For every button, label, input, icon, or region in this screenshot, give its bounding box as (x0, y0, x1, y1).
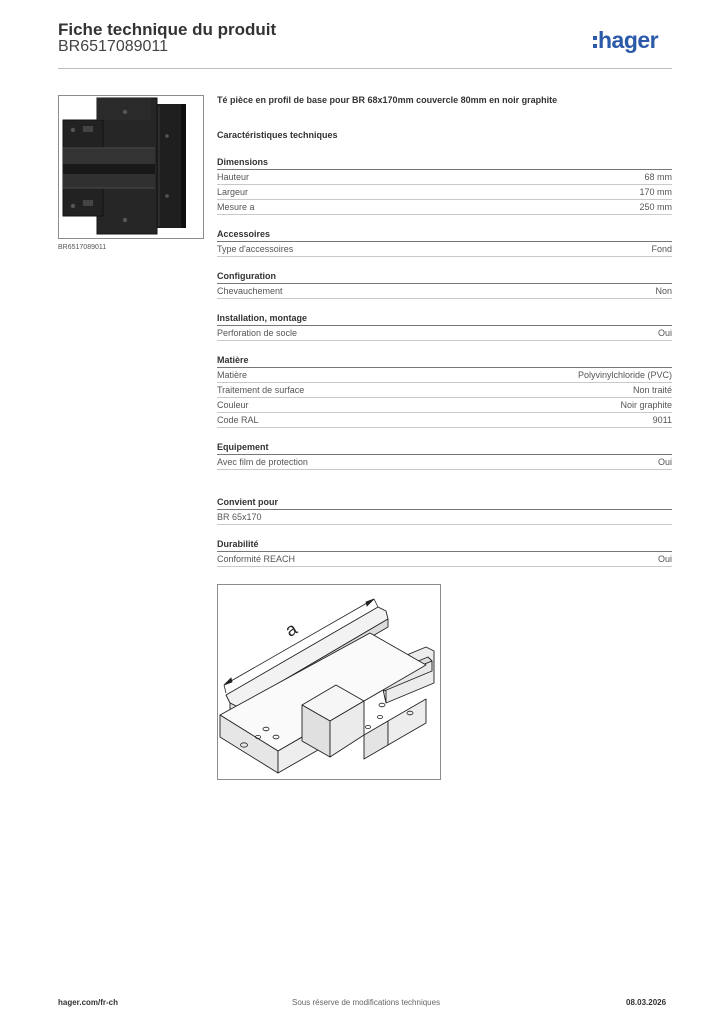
spec-group-sustainability (217, 538, 672, 567)
header-divider (58, 68, 672, 69)
spec-group-title: Durabilité (217, 538, 672, 552)
spec-group-title: Configuration (217, 270, 672, 284)
spec-group-title: Convient pour (217, 496, 672, 510)
spec-value: 9011 (652, 415, 672, 425)
spec-row (217, 368, 672, 383)
spec-row (217, 170, 672, 185)
specs-section-title: Caractéristiques techniques (217, 130, 338, 140)
spec-row (217, 552, 672, 567)
page-title: Fiche technique du produit (58, 20, 277, 39)
footer-notice: Sous réserve de modifications techniques (292, 998, 441, 1007)
spec-value: Polyvinylchloride (PVC) (577, 370, 672, 380)
logo-dots-icon (593, 36, 597, 48)
spec-label: Chevauchement (217, 286, 283, 296)
spec-row (217, 326, 672, 341)
spec-label: Perforation de socle (217, 328, 298, 338)
spec-value: Oui (657, 554, 672, 564)
spec-group-title: Matière (217, 354, 672, 368)
specifications-panel (217, 92, 672, 597)
spec-group-accessories (217, 228, 672, 257)
spec-group-title: Equipement (217, 441, 672, 455)
product-image-caption: BR6517089011 (58, 244, 107, 251)
spec-group-configuration (217, 270, 672, 299)
hager-logo[interactable] (593, 27, 658, 54)
spec-row (217, 383, 672, 398)
spec-value: Fond (651, 244, 672, 254)
spec-label: Couleur (217, 400, 249, 410)
spec-row (217, 200, 672, 215)
spec-value: Non (655, 286, 672, 296)
logo-text: hager (598, 27, 659, 53)
spec-label: BR 65x170 (217, 512, 262, 522)
spec-row (217, 284, 672, 299)
technical-drawing (217, 584, 441, 780)
footer-website-link[interactable]: hager.com/fr-ch (58, 998, 119, 1007)
spec-label: Code RAL (217, 415, 259, 425)
spec-group-equipment (217, 441, 672, 470)
product-description: Té pièce en profil de base pour BR 68x170mm couvercle 80mm en noir graphite (217, 95, 558, 105)
spec-row (217, 455, 672, 470)
spec-label: Mesure a (217, 202, 255, 212)
spec-label: Type d'accessoires (217, 244, 294, 254)
spec-label: Avec film de protection (217, 457, 308, 467)
spec-label: Largeur (217, 187, 249, 197)
spec-value: 250 mm (639, 202, 672, 212)
product-reference: BR6517089011 (58, 38, 169, 55)
product-photo (58, 95, 204, 239)
spec-group-title: Dimensions (217, 156, 672, 170)
spec-group-dimensions (217, 156, 672, 215)
spec-row (217, 398, 672, 413)
dimension-a-label: a (281, 618, 301, 641)
tee-piece-line-drawing (218, 585, 440, 779)
spec-value: 68 mm (644, 172, 672, 182)
spec-row (217, 185, 672, 200)
spec-group-installation (217, 312, 672, 341)
spec-group-title: Installation, montage (217, 312, 672, 326)
footer-date: 08.03.2026 (626, 998, 667, 1007)
spec-row (217, 413, 672, 428)
spec-label: Hauteur (217, 172, 250, 182)
spec-row (217, 510, 672, 525)
spec-label: Traitement de surface (217, 385, 305, 395)
spec-group-compatible (217, 496, 672, 525)
spec-value: Noir graphite (620, 400, 672, 410)
spec-value: Oui (657, 328, 672, 338)
spec-label: Matière (217, 370, 248, 380)
product-tee-piece-image (59, 96, 203, 238)
spec-row (217, 242, 672, 257)
spec-label: Conformité REACH (217, 554, 296, 564)
spec-value: Non traité (632, 385, 672, 395)
spec-group-material (217, 354, 672, 428)
spec-group-title: Accessoires (217, 228, 672, 242)
spec-value: Oui (657, 457, 672, 467)
spec-value: 170 mm (639, 187, 672, 197)
